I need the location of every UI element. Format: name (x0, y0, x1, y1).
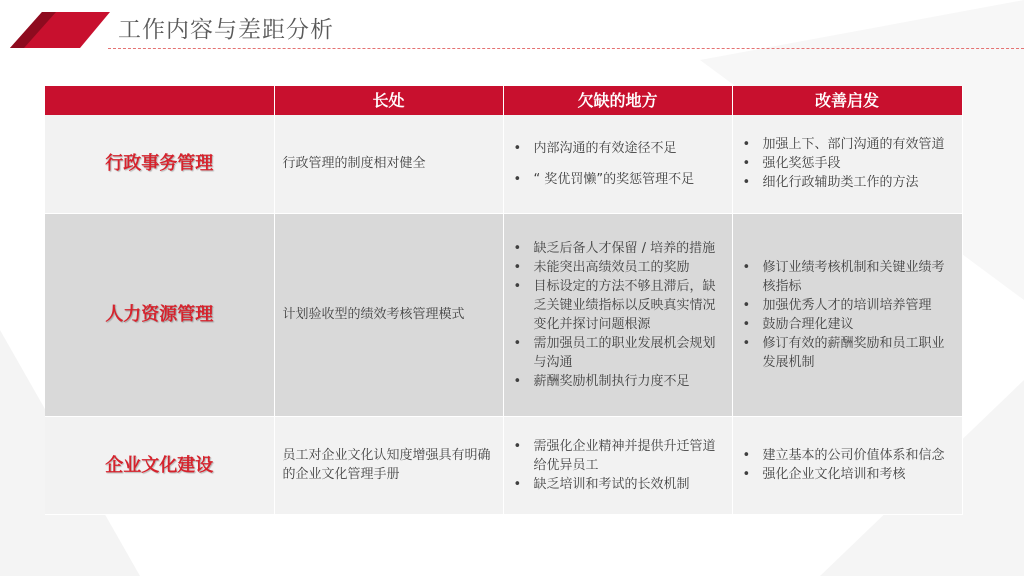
strength-cell: 计划验收型的绩效考核管理模式 (274, 213, 503, 416)
header-accent-shape (10, 12, 110, 48)
list-item: • 强化奖惩手段 (741, 154, 954, 173)
gap-analysis-table (45, 86, 963, 515)
list-item: • 强化企业文化培训和考核 (741, 465, 954, 484)
list-item: • 未能突出高绩效员工的奖励 (512, 258, 724, 277)
improvements-cell (732, 213, 962, 416)
header-improvements: 改善启发 (732, 86, 962, 115)
list-item: • 细化行政辅助类工作的方法 (741, 173, 954, 192)
header-area (45, 86, 274, 115)
list-item: • 加强上下、部门沟通的有效管道 (741, 135, 954, 154)
area-label: 行政事务管理 (45, 115, 274, 213)
header-strength: 长处 (274, 86, 503, 115)
table-row (45, 115, 962, 213)
improvements-cell (732, 115, 962, 213)
strength-cell: 员工对企业文化认知度增强具有明确的企业文化管理手册 (274, 416, 503, 514)
title-divider (108, 48, 1024, 49)
table-row (45, 213, 962, 416)
list-item: • 修订有效的薪酬奖励和员工职业发展机制 (741, 334, 954, 372)
page-title: 工作内容与差距分析 (118, 17, 334, 43)
header-gaps: 欠缺的地方 (503, 86, 732, 115)
list-item: • “ 奖优罚懒”的奖惩管理不足 (512, 170, 724, 189)
gaps-cell (503, 115, 732, 213)
list-item: • 需强化企业精神并提供升迁管道给优异员工 (512, 437, 724, 475)
gaps-cell (503, 416, 732, 514)
list-item: • 加强优秀人才的培训培养管理 (741, 296, 954, 315)
list-item: • 需加强员工的职业发展机会规划与沟通 (512, 334, 724, 372)
area-label: 企业文化建设 (45, 416, 274, 514)
list-item: • 缺乏后备人才保留 / 培养的措施 (512, 239, 724, 258)
list-item: • 缺乏培训和考试的长效机制 (512, 475, 724, 494)
area-label: 人力资源管理 (45, 213, 274, 416)
improvements-cell (732, 416, 962, 514)
list-item: • 内部沟通的有效途径不足 (512, 139, 724, 158)
list-item: • 目标设定的方法不够且滞后，缺乏关键业绩指标以反映真实情况变化并探讨问题根源 (512, 277, 724, 334)
table-header-row (45, 86, 962, 115)
list-item: • 修订业绩考核机制和关键业绩考核指标 (741, 258, 954, 296)
list-item: • 薪酬奖励机制执行力度不足 (512, 372, 724, 391)
table-row (45, 416, 962, 514)
strength-cell: 行政管理的制度相对健全 (274, 115, 503, 213)
list-item: • 鼓励合理化建议 (741, 315, 954, 334)
list-item: • 建立基本的公司价值体系和信念 (741, 446, 954, 465)
gaps-cell (503, 213, 732, 416)
